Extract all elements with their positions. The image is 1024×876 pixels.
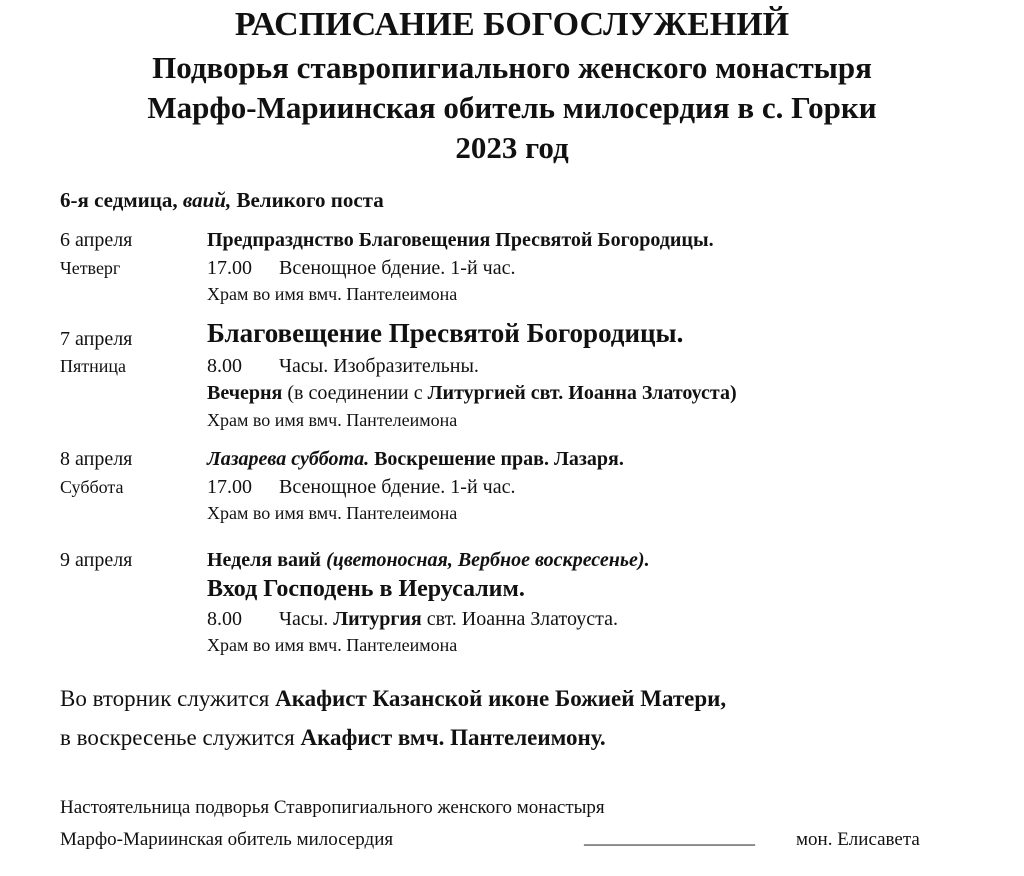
entry-weekday: Пятница bbox=[60, 356, 127, 376]
entry-vespers bbox=[207, 382, 737, 405]
service-post: свт. Иоанна Златоуста. bbox=[421, 608, 618, 630]
entry-place: Храм во имя вмч. Пантелеимона bbox=[207, 410, 458, 430]
service-liturgy: Литургия bbox=[333, 608, 422, 630]
service-text: Часы. Изобразительны. bbox=[279, 355, 479, 377]
entry-place: Храм во имя вмч. Пантелеимона bbox=[207, 503, 458, 523]
week-heading bbox=[60, 188, 384, 213]
entry-service bbox=[207, 257, 515, 280]
service-time: 17.00 bbox=[207, 257, 252, 279]
vespers-label: Вечерня bbox=[207, 382, 283, 404]
entry-date: 9 апреля bbox=[60, 549, 133, 571]
entry-date: 8 апреля bbox=[60, 448, 133, 470]
vespers-liturgy: Литургией свт. Иоанна Златоуста) bbox=[427, 382, 737, 404]
entry-title: Предпразднство Благовещения Пресвятой Богородицы. bbox=[207, 229, 714, 251]
header-line-1: Подворья ставропигиального женского монастыря bbox=[152, 50, 872, 85]
entry-place: Храм во имя вмч. Пантелеимона bbox=[207, 635, 458, 655]
signature-blank: __________________ bbox=[584, 827, 755, 848]
entry-weekday: Суббота bbox=[60, 477, 124, 497]
header-line-2: Марфо-Мариинская обитель милосердия в с. Горки bbox=[147, 90, 877, 125]
header-year: 2023 год bbox=[455, 130, 569, 165]
service-time: 8.00 bbox=[207, 608, 242, 630]
entry-title: Благовещение Пресвятой Богородицы. bbox=[207, 318, 684, 348]
service-text: Всенощное бдение. 1-й час. bbox=[279, 257, 516, 279]
entry-subtitle: Вход Господень в Иерусалим. bbox=[207, 576, 525, 602]
signature-line-2: Марфо-Мариинская обитель милосердия bbox=[60, 829, 394, 850]
entry-weekday: Четверг bbox=[60, 258, 121, 278]
entry-title-rest: Воскрешение прав. Лазаря. bbox=[369, 448, 624, 470]
entry-title bbox=[207, 448, 624, 471]
week-italic: ваий, bbox=[182, 188, 232, 212]
entry-title-italic: (цветоносная, Вербное воскресенье). bbox=[326, 549, 650, 571]
entry-title bbox=[207, 549, 650, 572]
entry-service bbox=[207, 476, 515, 499]
entry-date: 6 апреля bbox=[60, 229, 133, 251]
service-time: 8.00 bbox=[207, 355, 242, 377]
note-tuesday bbox=[60, 686, 726, 712]
note-sunday-akathist: Акафист вмч. Пантелеимону. bbox=[300, 725, 606, 750]
service-text: Всенощное бдение. 1-й час. bbox=[279, 476, 516, 498]
note-sunday bbox=[60, 725, 606, 751]
week-prefix: 6-я седмица, bbox=[60, 188, 178, 212]
entry-service bbox=[207, 608, 618, 631]
note-tuesday-text: Во вторник служится bbox=[60, 686, 276, 711]
vespers-connector: (в соединении с bbox=[282, 382, 428, 404]
page-title: РАСПИСАНИЕ БОГОСЛУЖЕНИЙ bbox=[234, 6, 790, 43]
entry-title-italic: Лазарева суббота. bbox=[207, 448, 370, 470]
note-tuesday-akathist: Акафист Казанской иконе Божией Матери, bbox=[275, 686, 727, 711]
week-suffix: Великого поста bbox=[236, 188, 384, 212]
signature-name: мон. Елисавета bbox=[796, 829, 920, 850]
entry-date: 7 апреля bbox=[60, 328, 133, 350]
note-sunday-text: в воскресенье служится bbox=[60, 725, 301, 750]
service-pre: Часы. bbox=[279, 608, 334, 630]
entry-service bbox=[207, 355, 479, 378]
service-time: 17.00 bbox=[207, 476, 252, 498]
signature-line-1: Настоятельница подворья Ставропигиального женского монастыря bbox=[60, 797, 605, 818]
entry-place: Храм во имя вмч. Пантелеимона bbox=[207, 284, 458, 304]
entry-title-bold: Неделя ваий bbox=[207, 549, 327, 571]
